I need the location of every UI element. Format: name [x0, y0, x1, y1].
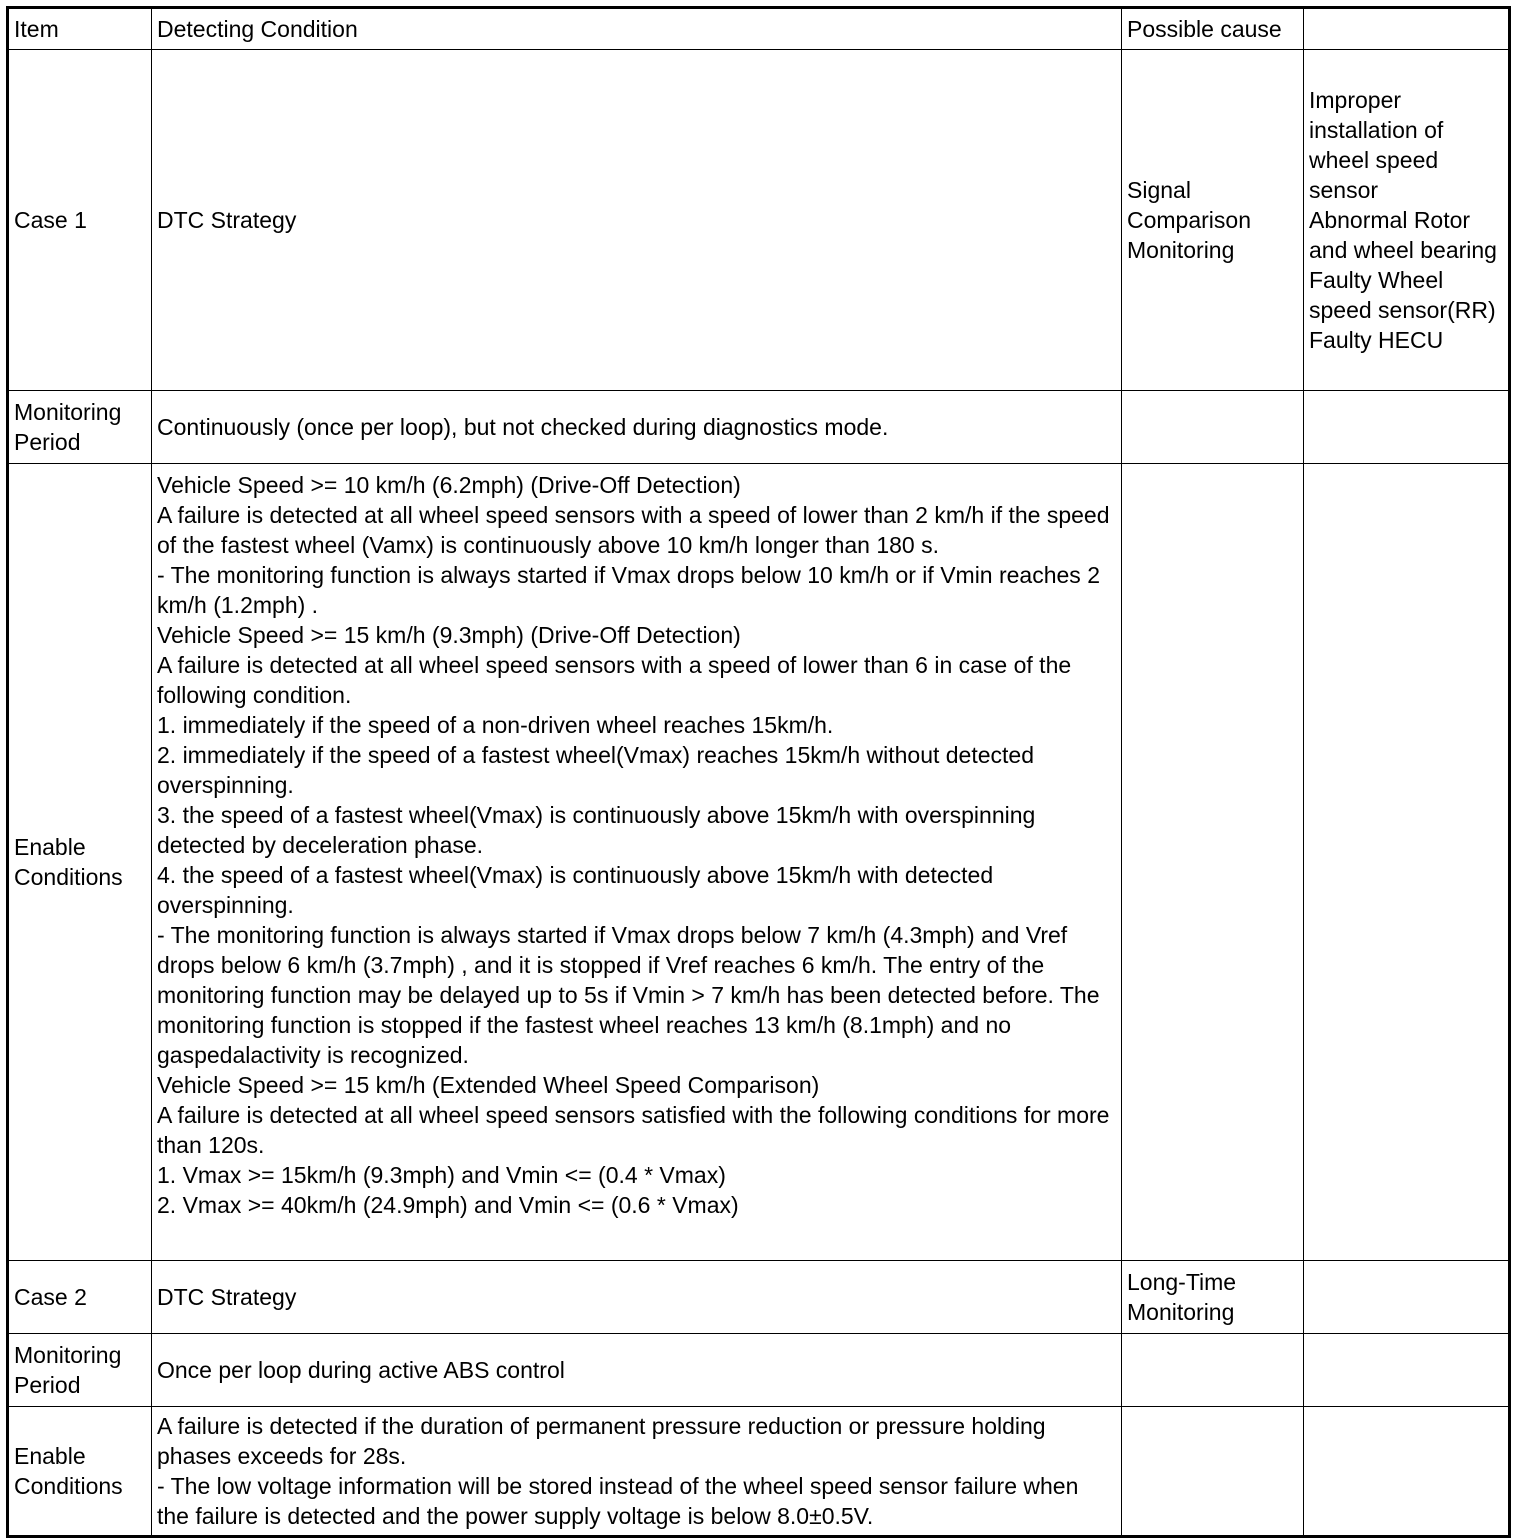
condition-line: Vehicle Speed >= 15 km/h (Extended Wheel Speed Comparison): [157, 1072, 820, 1098]
condition-line: - The monitoring function is always started if Vmax drops below 7 km/h (4.3mph) and Vref drops below 6 km/h (3.7mph) , and it is stopped if Vref reaches 6 km/h. The entry of the monitoring function may be delayed up to 5s if Vmin > 7 km/h has been detected before. The monitoring function is stopped if the fastest wheel reaches 13 km/h (8.1mph) and no gaspedalactivity is recognized.: [157, 922, 1100, 1068]
case-1-cause: [1122, 50, 1304, 391]
condition-line: A failure is detected at all wheel speed sensors with a speed of lower than 2 km/h if the speed of the fastest wheel (Vamx) is continuously above 10 km/h longer than 180 s.: [157, 502, 1110, 558]
item-label-line: Conditions: [14, 1473, 123, 1499]
case-1-cause-line: Comparison: [1127, 207, 1251, 233]
monitoring-period-1-condition: Continuously (once per loop), but not checked during diagnostics mode.: [152, 391, 1122, 464]
condition-line: 4. the speed of a fastest wheel(Vmax) is continuously above 15km/h with detected overspinning.: [157, 862, 994, 918]
empty-cell: [1304, 391, 1510, 464]
item-label-line: Conditions: [14, 864, 123, 890]
header-item: Item: [8, 8, 152, 50]
possible-cause-item: Improper installation of wheel speed sensor: [1309, 87, 1444, 203]
item-label-line: Monitoring: [14, 399, 122, 425]
enable-conditions-2-item: [8, 1407, 152, 1537]
monitoring-period-2-item: [8, 1334, 152, 1407]
condition-line: A failure is detected at all wheel speed sensors satisfied with the following conditions for more than 120s.: [157, 1102, 1110, 1158]
possible-cause-item: Faulty HECU: [1309, 327, 1444, 353]
condition-line: - The monitoring function is always started if Vmax drops below 10 km/h or if Vmin reaches 2 km/h (1.2mph) .: [157, 562, 1100, 618]
empty-cell: [1122, 1334, 1304, 1407]
case-1-item: Case 1: [8, 50, 152, 391]
header-row: [8, 8, 1510, 50]
enable-conditions-2-text: [152, 1407, 1122, 1537]
empty-cell: [1304, 1261, 1510, 1334]
item-label-line: Enable: [14, 834, 86, 860]
condition-line: A failure is detected if the duration of permanent pressure reduction or pressure holding phases exceeds for 28s.: [157, 1413, 1046, 1469]
table-row-enable-conditions-1: [8, 464, 1510, 1261]
empty-cell: [1304, 1334, 1510, 1407]
header-detecting-condition: Detecting Condition: [152, 8, 1122, 50]
item-label-line: Period: [14, 429, 81, 455]
condition-line: 1. immediately if the speed of a non-driven wheel reaches 15km/h.: [157, 712, 834, 738]
enable-conditions-1-text: [152, 464, 1122, 1261]
possible-cause-item: Faulty Wheel speed sensor(RR): [1309, 267, 1496, 323]
case-1-condition: DTC Strategy: [152, 50, 1122, 391]
condition-line: 1. Vmax >= 15km/h (9.3mph) and Vmin <= (0.4 * Vmax): [157, 1162, 726, 1188]
condition-line: Vehicle Speed >= 10 km/h (6.2mph) (Drive-Off Detection): [157, 472, 741, 498]
case-2-condition: DTC Strategy: [152, 1261, 1122, 1334]
item-label-line: Period: [14, 1372, 81, 1398]
dtc-table: [6, 6, 1511, 1538]
item-label-line: Enable: [14, 1443, 86, 1469]
empty-cell: [1122, 1407, 1304, 1537]
table-row-case-2: [8, 1261, 1510, 1334]
condition-line: - The low voltage information will be stored instead of the wheel speed sensor failure when the failure is detected and the power supply voltage is below 8.0±0.5V.: [157, 1473, 1079, 1529]
condition-line: 2. immediately if the speed of a fastest wheel(Vmax) reaches 15km/h without detected overspinning.: [157, 742, 1034, 798]
table-row-case-1: [8, 50, 1510, 391]
case-1-possible-causes: [1304, 50, 1510, 391]
case-1-cause-line: Monitoring: [1127, 237, 1235, 263]
monitoring-period-2-condition: Once per loop during active ABS control: [152, 1334, 1122, 1407]
empty-cell: [1122, 464, 1304, 1261]
condition-line: A failure is detected at all wheel speed sensors with a speed of lower than 6 in case of the following condition.: [157, 652, 1072, 708]
table-row-enable-conditions-2: [8, 1407, 1510, 1537]
case-2-item: Case 2: [8, 1261, 152, 1334]
condition-line: Vehicle Speed >= 15 km/h (9.3mph) (Drive-Off Detection): [157, 622, 741, 648]
table-row-monitoring-period-2: [8, 1334, 1510, 1407]
case-2-cause-line: Long-Time: [1127, 1269, 1237, 1295]
condition-line: 2. Vmax >= 40km/h (24.9mph) and Vmin <= (0.6 * Vmax): [157, 1192, 739, 1218]
possible-cause-item: Abnormal Rotor and wheel bearing: [1309, 207, 1497, 263]
case-2-cause-line: Monitoring: [1127, 1299, 1235, 1325]
case-1-cause-line: Signal: [1127, 177, 1191, 203]
table-row-monitoring-period-1: [8, 391, 1510, 464]
empty-cell: [1122, 391, 1304, 464]
case-2-cause: [1122, 1261, 1304, 1334]
monitoring-period-1-item: [8, 391, 152, 464]
header-possible-cause: Possible cause: [1122, 8, 1304, 50]
empty-cell: [1304, 464, 1510, 1261]
item-label-line: Monitoring: [14, 1342, 122, 1368]
enable-conditions-1-item: [8, 464, 152, 1261]
header-blank: [1304, 8, 1510, 50]
empty-cell: [1304, 1407, 1510, 1537]
condition-line: 3. the speed of a fastest wheel(Vmax) is continuously above 15km/h with overspinning detected by deceleration phase.: [157, 802, 1036, 858]
